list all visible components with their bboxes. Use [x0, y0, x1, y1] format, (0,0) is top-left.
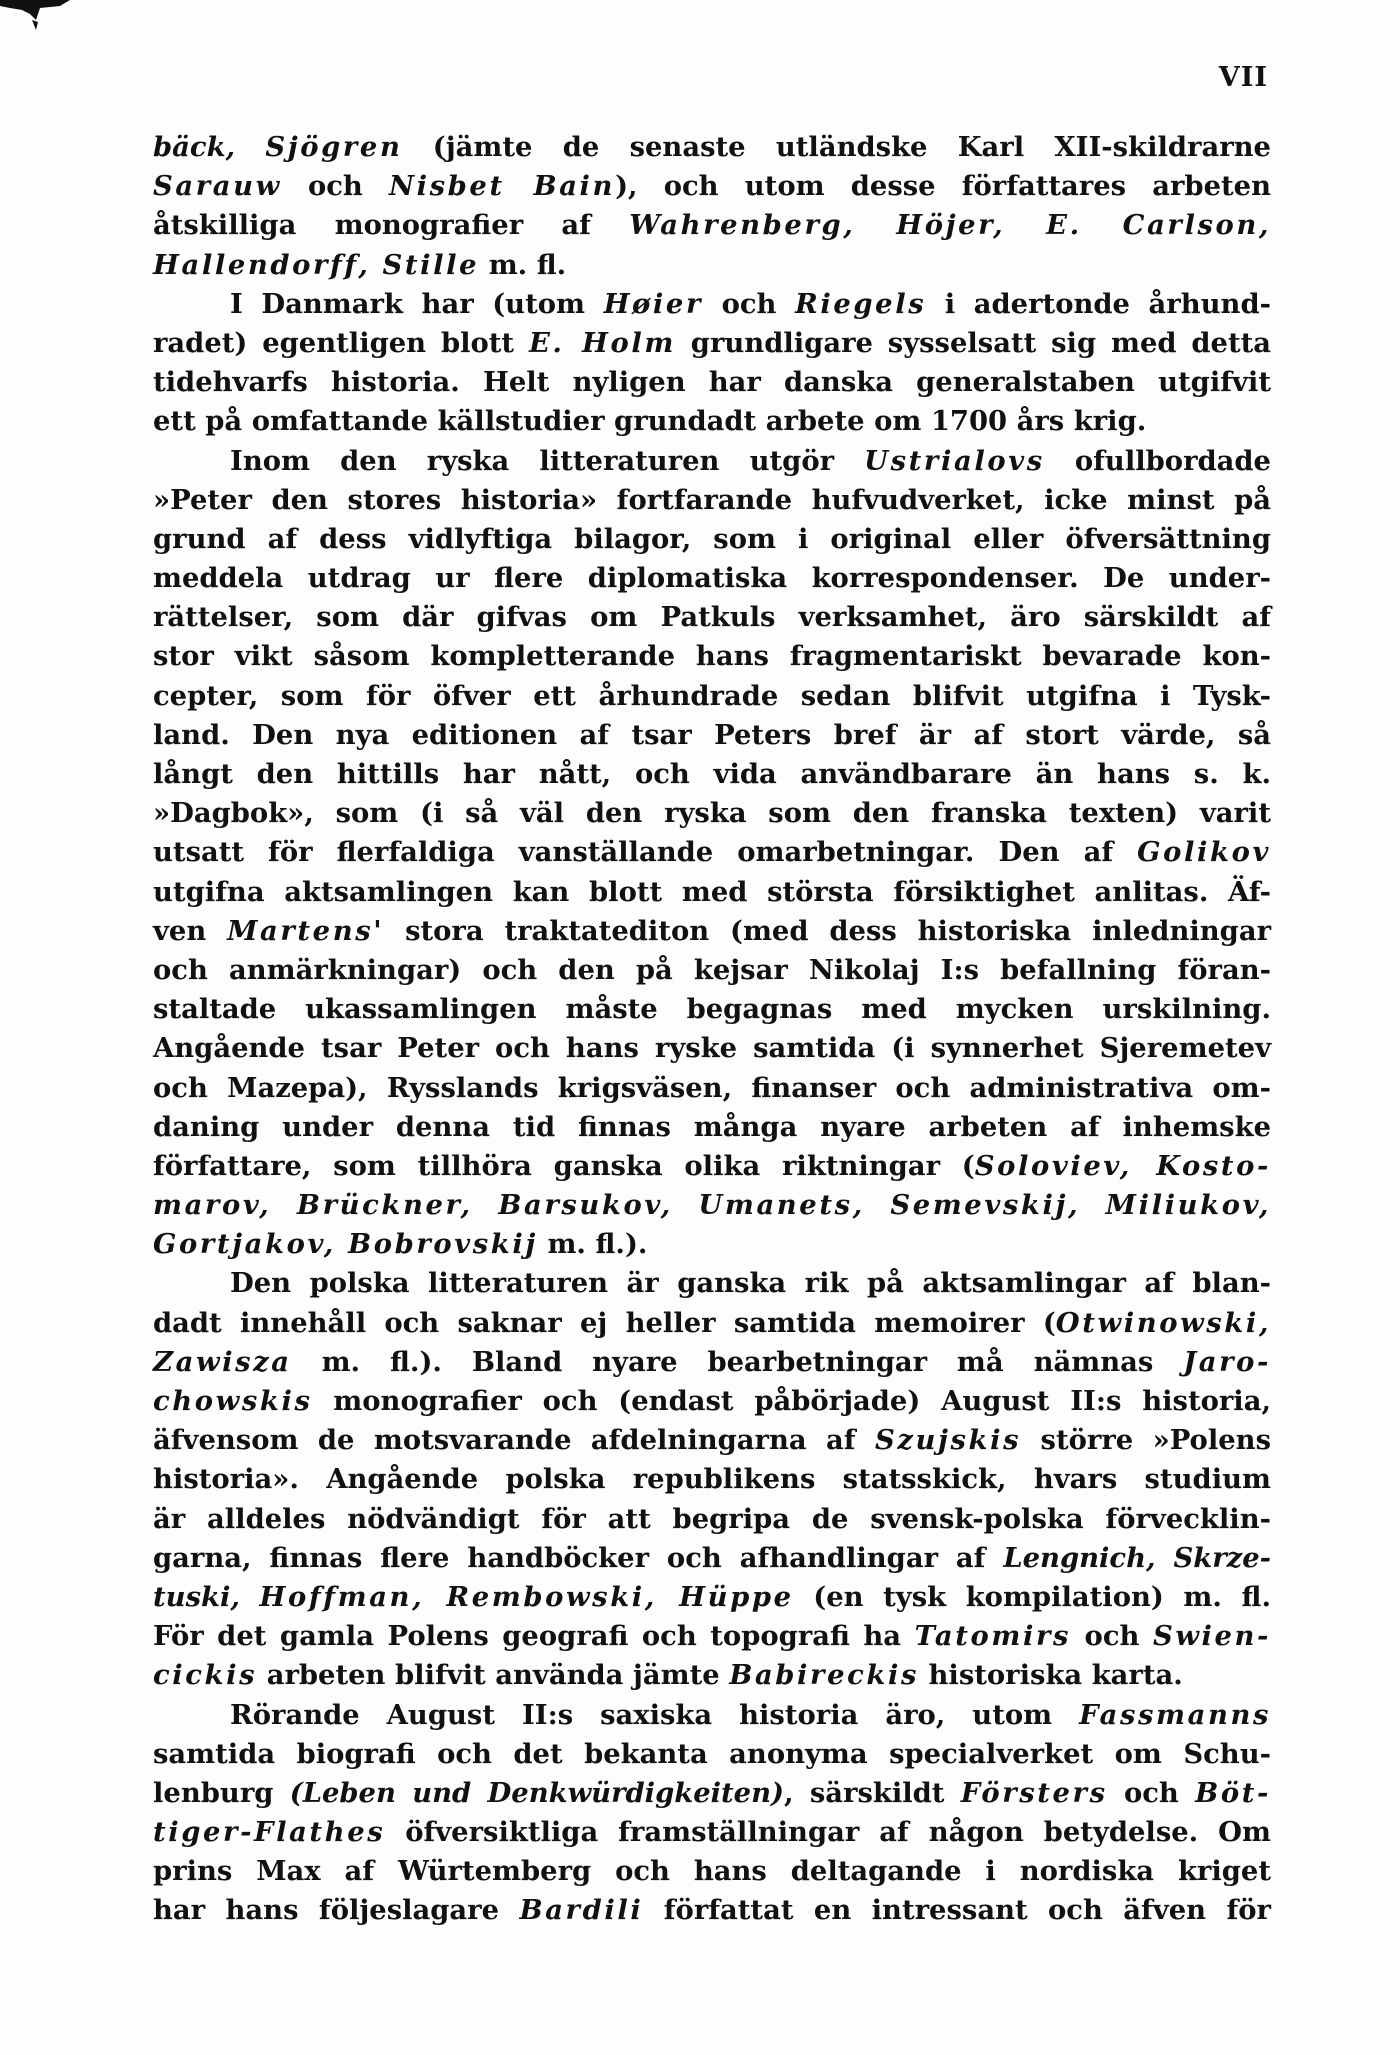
text-segment: ofullbordade: [1044, 444, 1271, 477]
text-segment: monografier och (endast påbörjade) August II:s historia,: [312, 1385, 1271, 1417]
text-line: [153, 1029, 1271, 1068]
italic-text: Soloviev, Kosto-: [974, 1149, 1271, 1182]
text-line: [153, 559, 1271, 598]
italic-text: Babireckis: [729, 1659, 919, 1692]
text-line: [153, 1813, 1271, 1852]
text-segment: Inom den ryska litteraturen utgör: [230, 444, 865, 477]
text-segment: m. fl.: [479, 248, 567, 281]
text-line: [153, 755, 1271, 794]
text-segment: författat en intressant och äfven för: [643, 1894, 1271, 1927]
text-segment: utgifna aktsamlingen kan blott med största försiktighet anlitas. Äf-: [153, 875, 1271, 908]
text-line: [153, 1147, 1271, 1186]
text-line: [153, 1343, 1271, 1382]
italic-text: bäck,: [153, 131, 266, 163]
italic-text: cickis: [153, 1659, 258, 1692]
text-segment: Rörande August II:s saxiska historia äro, utom: [230, 1698, 1080, 1731]
text-segment: land. Den nya editionen af tsar Peters bref är af stort värde, så: [153, 718, 1271, 751]
italic-text: Sarauw: [153, 170, 282, 203]
text-segment: »Peter den stores historia» fortfarande hufvudverket, icke minst på: [153, 483, 1271, 516]
text-line: [153, 246, 1271, 285]
text-segment: samtida biografi och det bekanta anonyma specialverket om Schu-: [153, 1737, 1271, 1770]
text-segment: åtskilliga monografier af: [153, 209, 630, 242]
italic-text: Ustrialovs: [864, 444, 1045, 477]
italic-text: tiger-Flathes: [153, 1816, 386, 1849]
text-segment: och: [702, 287, 796, 320]
italic-text: Szujskis: [874, 1424, 1022, 1457]
text-segment: (en tysk kompilation) m. fl.: [793, 1580, 1271, 1613]
italic-text: Hoffman, Rembowski, Hüppe: [259, 1580, 794, 1613]
italic-text: Nisbet Bain: [389, 170, 616, 203]
text-line: [153, 677, 1271, 716]
italic-text: Fassmanns: [1079, 1698, 1271, 1731]
text-segment: arbeten blifvit använda jämte: [257, 1659, 730, 1692]
text-segment: är alldeles nödvändigt för att begripa de svensk-polska förvecklin-: [153, 1502, 1271, 1535]
text-line: [153, 1069, 1271, 1108]
italic-text: Tatomirs: [914, 1620, 1072, 1653]
text-line: [153, 1186, 1271, 1225]
text-segment: staltade ukassamlingen måste begagnas med mycken urskilning.: [153, 993, 1271, 1026]
text-line: [153, 285, 1271, 324]
text-segment: ), och utom desse författares arbeten: [615, 170, 1271, 203]
text-line: [153, 716, 1271, 755]
text-line: [153, 1578, 1271, 1617]
text-line: [153, 1421, 1271, 1460]
text-segment: dadt innehåll och saknar ej heller samtida memoirer (: [153, 1306, 1056, 1339]
text-segment: öfversiktliga framställningar af någon betydelse. Om: [385, 1816, 1271, 1849]
text-line: [153, 481, 1271, 520]
page-number: VII: [1218, 62, 1268, 93]
italic-text: (Leben und Denkwürdigkeiten): [289, 1776, 784, 1809]
text-line: [153, 402, 1271, 441]
italic-text: Otwinowski,: [1055, 1306, 1271, 1339]
italic-text: Swien-: [1152, 1620, 1272, 1653]
text-line: [153, 206, 1271, 245]
text-line: [153, 990, 1271, 1029]
text-line: [153, 128, 1271, 167]
text-line: [153, 1304, 1271, 1343]
text-segment: ven: [153, 914, 228, 947]
text-segment: och: [281, 170, 389, 203]
italic-text: Hallendorff, Stille: [153, 248, 480, 281]
italic-text: Böt-: [1195, 1776, 1271, 1809]
text-line: [153, 1460, 1271, 1499]
text-line: [153, 1891, 1271, 1930]
text-line: [153, 1735, 1271, 1774]
text-line: [153, 442, 1271, 481]
italic-text: E. Holm: [528, 326, 676, 359]
italic-text: Høier: [603, 287, 703, 320]
text-segment: ett på omfattande källstudier grundadt arbete om 1700 års krig.: [153, 405, 1147, 438]
text-line: [153, 1500, 1271, 1539]
text-segment: stora traktatediton (med dess historiska inledningar: [384, 914, 1272, 947]
text-segment: och: [1107, 1776, 1196, 1809]
text-segment: utsatt för flerfaldiga vanställande omarbetningar. Den af: [153, 836, 1138, 869]
italic-text: Riegels: [795, 287, 927, 320]
text-line: [153, 833, 1271, 872]
scan-corner-mark: [0, 0, 80, 36]
text-line: [153, 1264, 1271, 1303]
italic-text: Martens': [227, 914, 385, 947]
text-segment: större »Polens: [1021, 1424, 1271, 1457]
text-segment: daning under denna tid finnas många nyare arbeten af inhemske: [153, 1110, 1271, 1143]
text-line: [153, 1852, 1271, 1891]
text-segment: historiska karta.: [918, 1659, 1183, 1692]
text-segment: långt den hittills har nått, och vida användbarare än hans s. k.: [153, 758, 1271, 790]
text-line: [153, 1539, 1271, 1578]
text-segment: (jämte de senaste utländske Karl XII-skildrarne: [402, 131, 1271, 163]
text-line: [153, 520, 1271, 559]
text-segment: I Danmark har (utom: [230, 287, 604, 320]
text-line: [153, 1382, 1271, 1421]
text-segment: har hans följeslagare: [153, 1894, 520, 1927]
text-line: [153, 598, 1271, 637]
text-line: [153, 1617, 1271, 1656]
text-line: [153, 637, 1271, 676]
italic-text: Zawisza: [153, 1345, 292, 1378]
text-segment: lenburg: [153, 1776, 290, 1809]
text-line: [153, 1774, 1271, 1813]
text-line: [153, 1225, 1271, 1264]
italic-text: Försters: [960, 1776, 1108, 1809]
text-segment: grund af dess vidlyftiga bilagor, som i original eller öfversättning: [153, 522, 1271, 555]
text-segment: m. fl.). Bland nyare bearbetningar må nämnas: [291, 1345, 1184, 1378]
text-line: [153, 873, 1271, 912]
italic-text: Wahrenberg, Höjer, E. Carlson,: [629, 209, 1272, 242]
text-segment: För det gamla Polens geografi och topografi ha: [153, 1620, 915, 1653]
text-segment: författare, som tillhöra ganska olika riktningar (: [153, 1149, 975, 1182]
text-segment: tidehvarfs historia. Helt nyligen har danska generalstaben utgifvit: [153, 366, 1271, 399]
text-segment: Den polska litteraturen är ganska rik på aktsamlingar af blan-: [230, 1267, 1271, 1300]
text-segment: stor vikt såsom kompletterande hans fragmentariskt bevarade kon-: [153, 640, 1271, 673]
text-segment: cepter, som för öfver ett århundrade sedan blifvit utgifna i Tysk-: [153, 679, 1271, 712]
text-line: [153, 912, 1271, 951]
body-text: [153, 128, 1271, 1931]
text-segment: rättelser, som där gifvas om Patkuls verksamhet, äro särskildt af: [153, 601, 1271, 634]
text-line: [153, 1108, 1271, 1147]
text-segment: och: [1071, 1620, 1153, 1653]
text-segment: Angående tsar Peter och hans ryske samtida (i synnerhet Sjeremetev: [153, 1032, 1271, 1065]
italic-text: Bardili: [519, 1894, 644, 1927]
text-line: [153, 1696, 1271, 1735]
italic-text: marov, Brückner, Barsukov, Umanets, Semevskij, Miliukov,: [153, 1189, 1271, 1222]
text-line: [153, 167, 1271, 206]
text-segment: äfvensom de motsvarande afdelningarna af: [153, 1424, 875, 1457]
text-segment: meddela utdrag ur flere diplomatiska korrespondenser. De under-: [153, 562, 1271, 595]
text-segment: »Dagbok», som (i så väl den ryska som den franska texten) varit: [153, 797, 1271, 830]
text-segment: historia». Angående polska republikens statsskick, hvars studium: [153, 1463, 1271, 1496]
text-segment: grundligare sysselsatt sig med detta: [675, 326, 1272, 359]
italic-text: Gortjakov, Bobrovskij: [153, 1228, 538, 1261]
text-segment: m. fl.).: [537, 1228, 648, 1261]
text-line: [153, 363, 1271, 402]
italic-text: Golikov: [1137, 836, 1271, 869]
text-line: [153, 951, 1271, 990]
italic-text: Jaro-: [1183, 1345, 1271, 1378]
italic-text: Sjögren: [265, 131, 403, 163]
text-segment: i adertonde århund-: [926, 287, 1271, 320]
text-segment: prins Max af Würtemberg och hans deltagande i nordiska kriget: [153, 1855, 1271, 1888]
text-segment: radet) egentligen blott: [153, 326, 529, 359]
text-line: [153, 324, 1271, 363]
text-line: [153, 794, 1271, 833]
italic-text: tuski,: [153, 1580, 260, 1613]
italic-text: Lengnich, Skrze-: [1003, 1541, 1272, 1574]
text-segment: och Mazepa), Rysslands krigsväsen, finanser och administrativa om-: [153, 1071, 1271, 1104]
italic-text: chowskis: [153, 1385, 313, 1417]
text-segment: garna, finnas flere handböcker och afhandlingar af: [153, 1541, 1004, 1574]
text-line: [153, 1656, 1271, 1695]
text-segment: , särskildt: [783, 1776, 961, 1809]
text-segment: och anmärkningar) och den på kejsar Nikolaj I:s befallning föran-: [153, 953, 1271, 986]
